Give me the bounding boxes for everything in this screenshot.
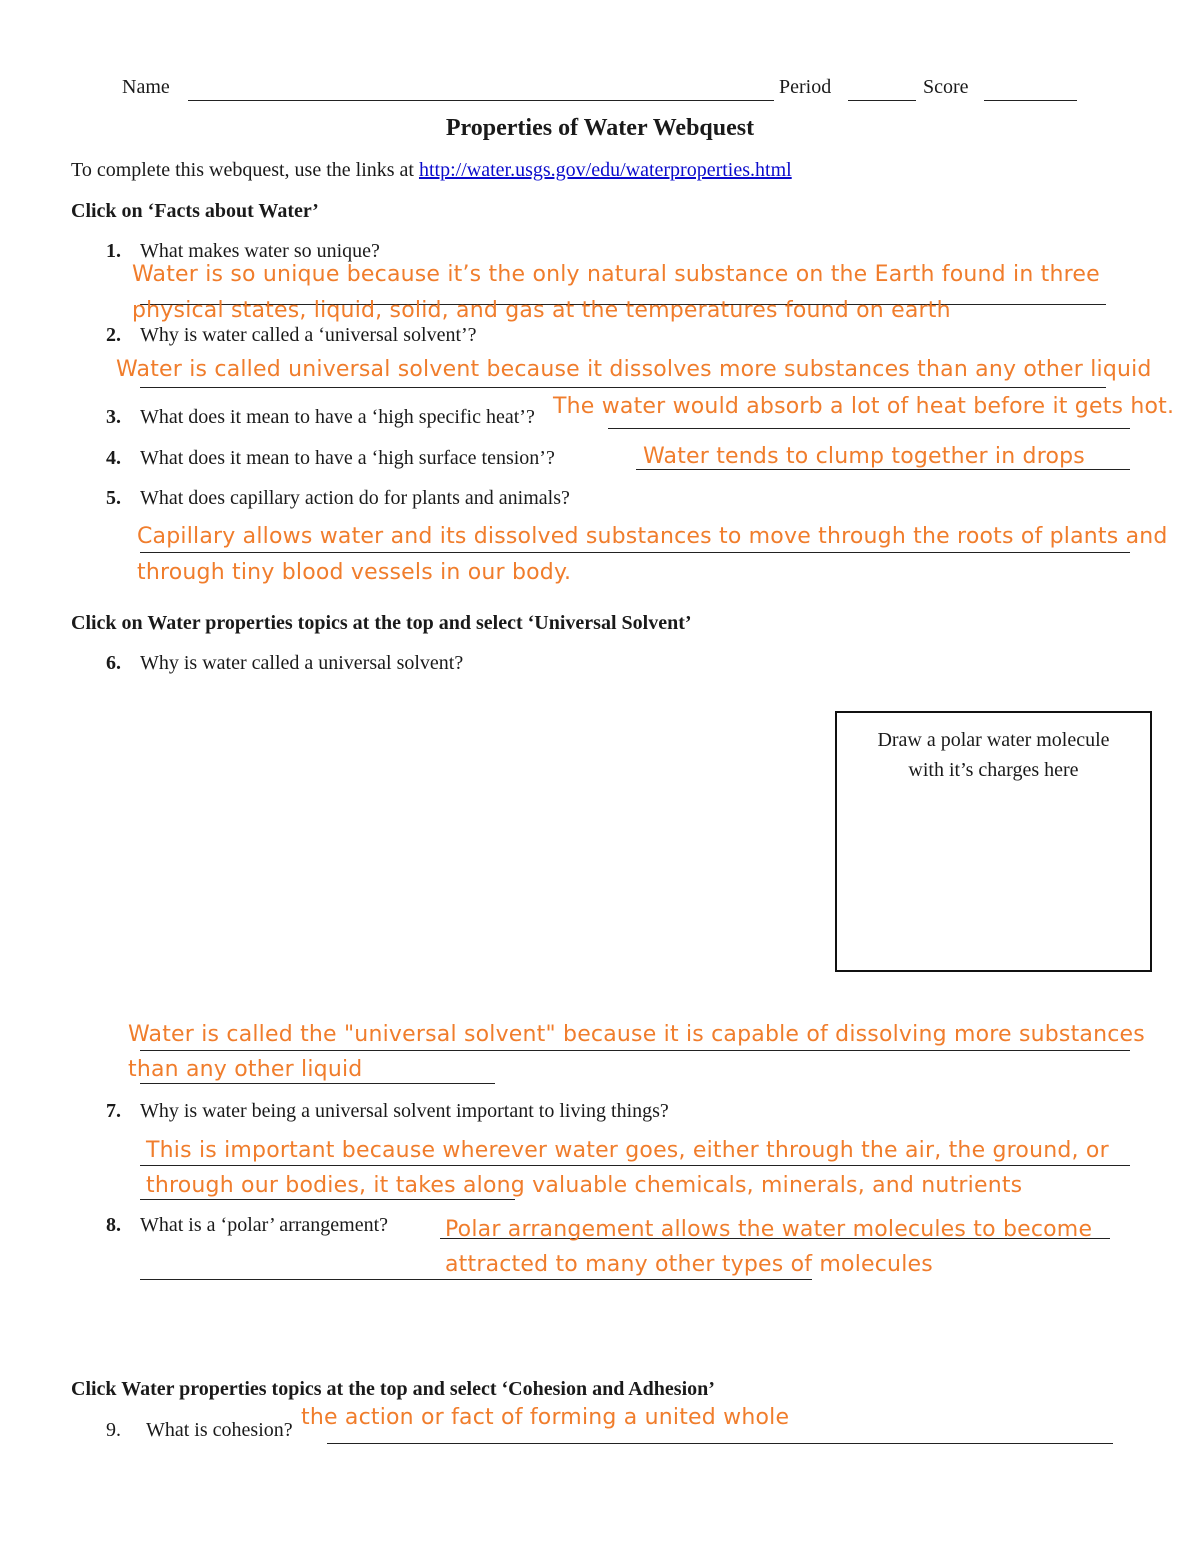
answer-line[interactable]: [140, 1050, 1130, 1051]
question-text: What is a ‘polar’ arrangement?: [140, 1214, 389, 1236]
question-text: What is cohesion?: [146, 1419, 293, 1441]
question-number: 7.: [106, 1100, 121, 1122]
question-number: 2.: [106, 324, 121, 346]
question-text: What does it mean to have a ‘high specific heat’?: [140, 406, 535, 428]
score-label: Score: [923, 76, 969, 98]
answer-1-line-2: physical states, liquid, solid, and gas at the temperatures found on earth: [132, 298, 951, 323]
question-text: What does it mean to have a ‘high surface tension’?: [140, 447, 555, 469]
score-field-line[interactable]: [984, 100, 1077, 101]
question-number: 6.: [106, 652, 121, 674]
drawing-box-instruction-line-2: with it’s charges here: [908, 759, 1079, 781]
answer-2: Water is called universal solvent because it dissolves more substances than any other liquid: [116, 357, 1152, 382]
section-heading-facts: Click on ‘Facts about Water’: [71, 200, 319, 222]
question-2: [106, 324, 477, 347]
name-field-line[interactable]: [188, 100, 774, 101]
question-8: [106, 1214, 388, 1237]
intro-line: [71, 159, 792, 182]
answer-5-line-1: Capillary allows water and its dissolved substances to move through the roots of plants and: [137, 524, 1168, 549]
question-4: [106, 447, 555, 470]
answer-9: the action or fact of forming a united whole: [301, 1405, 790, 1430]
section-heading-universal-solvent: Click on Water properties topics at the top and select ‘Universal Solvent’: [71, 612, 692, 634]
answer-8-line-2: attracted to many other types of molecules: [445, 1252, 933, 1277]
drawing-box[interactable]: [835, 711, 1152, 972]
answer-6-line-1: Water is called the "universal solvent" because it is capable of dissolving more substances: [128, 1022, 1145, 1047]
question-text: What does capillary action do for plants and animals?: [140, 487, 570, 509]
question-number: 8.: [106, 1214, 121, 1236]
intro-text: To complete this webquest, use the links at: [71, 159, 419, 181]
section-heading-cohesion-adhesion: Click Water properties topics at the top and select ‘Cohesion and Adhesion’: [71, 1378, 715, 1400]
question-text: What makes water so unique?: [140, 240, 380, 262]
question-5: [106, 487, 570, 510]
answer-line[interactable]: [608, 428, 1130, 429]
answer-line[interactable]: [636, 469, 1130, 470]
question-number: 9.: [106, 1419, 121, 1441]
question-text: Why is water called a ‘universal solvent’?: [140, 324, 477, 346]
answer-4: Water tends to clump together in drops: [643, 444, 1085, 469]
answer-line[interactable]: [140, 1165, 1130, 1166]
question-text: Why is water called a universal solvent?: [140, 652, 464, 674]
answer-3: The water would absorb a lot of heat before it gets hot.: [553, 394, 1175, 419]
question-1: [106, 240, 380, 263]
question-9: [106, 1419, 293, 1442]
drawing-box-instruction-line-1: Draw a polar water molecule: [877, 729, 1110, 751]
answer-7-line-1: This is important because wherever water goes, either through the air, the ground, or: [146, 1138, 1109, 1163]
question-6: [106, 652, 463, 675]
question-3: [106, 406, 535, 429]
answer-1-line-1: Water is so unique because it’s the only natural substance on the Earth found in three: [132, 262, 1100, 287]
resource-link[interactable]: http://water.usgs.gov/edu/waterproperties.html: [418, 159, 792, 181]
answer-6-line-2: than any other liquid: [128, 1057, 363, 1082]
question-number: 4.: [106, 447, 121, 469]
question-number: 5.: [106, 487, 121, 509]
answer-5-line-2: through tiny blood vessels in our body.: [137, 560, 572, 585]
answer-line[interactable]: [140, 1279, 812, 1280]
answer-line[interactable]: [140, 552, 1130, 553]
answer-line[interactable]: [140, 1083, 495, 1084]
answer-8-line-1: Polar arrangement allows the water molecules to become: [445, 1217, 1093, 1242]
question-number: 1.: [106, 240, 121, 262]
question-number: 3.: [106, 406, 121, 428]
period-field-line[interactable]: [848, 100, 916, 101]
answer-line[interactable]: [140, 387, 1106, 388]
answer-7-line-2: through our bodies, it takes along valuable chemicals, minerals, and nutrients: [146, 1173, 1023, 1198]
question-text: Why is water being a universal solvent important to living things?: [140, 1100, 669, 1122]
page-title: Properties of Water Webquest: [445, 115, 755, 141]
question-7: [106, 1100, 669, 1123]
name-label: Name: [122, 76, 170, 98]
answer-line[interactable]: [327, 1443, 1113, 1444]
period-label: Period: [779, 76, 832, 98]
answer-line[interactable]: [140, 1199, 515, 1200]
